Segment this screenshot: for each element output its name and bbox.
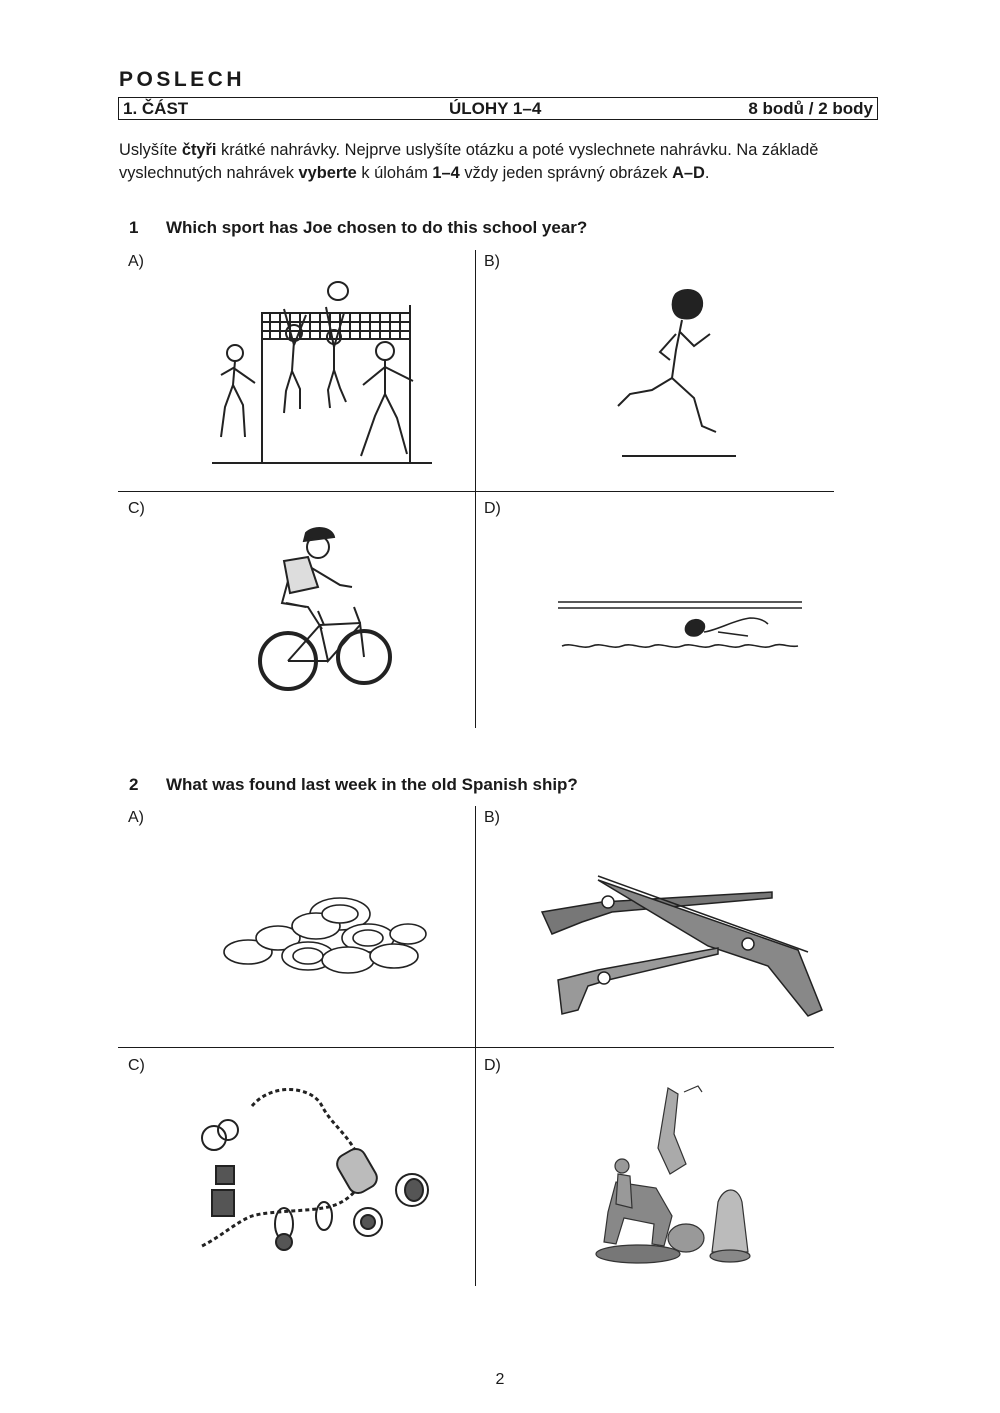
part-header-bar: [118, 97, 878, 120]
option-label: B): [484, 253, 500, 270]
grid-divider-horizontal: [118, 1047, 834, 1048]
question-2: [129, 775, 578, 795]
option-label: D): [484, 1057, 501, 1074]
question-text: Which sport has Joe chosen to do this school year?: [166, 218, 588, 237]
instr-seg: vždy jeden správný obrázek: [459, 164, 673, 182]
question-number: 1: [129, 218, 139, 237]
option-label: C): [128, 500, 145, 517]
instr-seg: A–D: [672, 164, 705, 182]
question-text: What was found last week in the old Spanish ship?: [166, 775, 578, 794]
page-number: 2: [495, 1371, 505, 1388]
statues-icon[interactable]: [588, 1082, 758, 1270]
gold-coins-icon[interactable]: [218, 886, 438, 986]
tasks-label: ÚLOHY 1–4: [449, 99, 542, 118]
option-label: C): [128, 1057, 145, 1074]
grid-divider-horizontal: [118, 491, 834, 492]
instr-seg: .: [704, 164, 710, 182]
instr-seg: 1–4: [432, 164, 460, 182]
volleyball-players-icon[interactable]: [210, 275, 440, 467]
question-number: 2: [129, 775, 139, 794]
option-label: A): [128, 809, 144, 826]
instr-seg: Uslyšíte: [119, 141, 182, 159]
section-title: POSLECH: [119, 68, 246, 91]
option-label: D): [484, 500, 501, 517]
cyclist-icon[interactable]: [258, 521, 392, 697]
old-guns-icon[interactable]: [538, 858, 828, 1018]
swimmer-icon[interactable]: [558, 598, 804, 656]
option-label: A): [128, 253, 144, 270]
instr-seg: k úlohám: [356, 164, 433, 182]
option-label: B): [484, 809, 500, 826]
jewellery-icon[interactable]: [192, 1086, 440, 1264]
grid-divider-vertical: [475, 806, 476, 1286]
grid-divider-vertical: [475, 250, 476, 728]
instr-seg: čtyři: [181, 141, 217, 159]
instructions: [119, 139, 889, 185]
instr-seg: krátké nahrávky. Nejprve uslyšíte otázku a poté vyslechnete nahrávku. Na základě vyslechnutých nahrávek: [119, 141, 819, 182]
options-grid-1: [118, 250, 834, 728]
options-grid-2: [118, 806, 834, 1286]
runner-icon[interactable]: [606, 286, 746, 464]
instr-seg: vyberte: [298, 164, 357, 182]
question-1: [129, 218, 587, 238]
points-label: 8 bodů / 2 body: [748, 99, 873, 118]
part-label: 1. ČÁST: [123, 99, 189, 118]
